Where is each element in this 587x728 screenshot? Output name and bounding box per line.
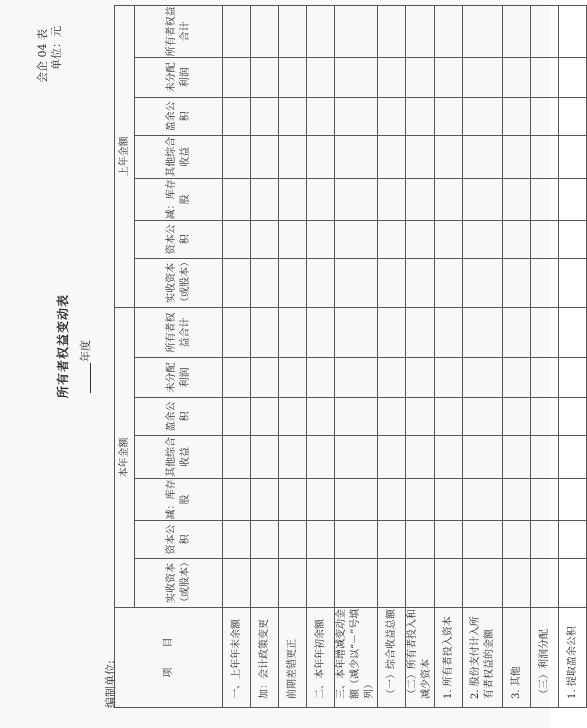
- prior-col-capital-reserve: 资本公积: [135, 220, 223, 258]
- year-blank-line: [78, 363, 91, 393]
- amount-cell[interactable]: [559, 135, 587, 178]
- amount-cell[interactable]: [503, 436, 531, 479]
- amount-cell[interactable]: [531, 307, 559, 357]
- amount-cell[interactable]: [378, 559, 406, 608]
- amount-cell[interactable]: [406, 479, 435, 521]
- amount-cell[interactable]: [406, 135, 435, 178]
- amount-cell[interactable]: [503, 559, 531, 608]
- current-col-paid-in-capital: 实收资本（或股本）: [135, 559, 223, 608]
- amount-cell[interactable]: [307, 436, 335, 479]
- page-title: 所有者权益变动表: [56, 293, 70, 398]
- amount-cell[interactable]: [406, 358, 435, 398]
- amount-cell[interactable]: [559, 258, 587, 307]
- equity-changes-table: [114, 5, 587, 708]
- amount-cell[interactable]: [503, 57, 531, 97]
- year-label: 年度: [79, 340, 92, 362]
- amount-cell[interactable]: [279, 57, 307, 97]
- amount-cell[interactable]: [279, 398, 307, 436]
- amount-cell[interactable]: [307, 307, 335, 357]
- amount-cell[interactable]: [223, 307, 251, 357]
- amount-cell[interactable]: [503, 479, 531, 521]
- amount-cell[interactable]: [406, 5, 435, 57]
- current-col-other-comprehensive-income: 其他综合收益: [135, 436, 223, 479]
- amount-cell[interactable]: [435, 178, 463, 220]
- amount-cell[interactable]: [251, 559, 279, 608]
- amount-cell[interactable]: [335, 559, 378, 608]
- amount-cell[interactable]: [406, 97, 435, 135]
- amount-cell[interactable]: [531, 398, 559, 436]
- amount-cell[interactable]: [531, 479, 559, 521]
- row-label: （一）综合收益总额: [378, 608, 406, 708]
- amount-cell[interactable]: [406, 398, 435, 436]
- amount-cell[interactable]: [251, 5, 279, 57]
- amount-cell[interactable]: [307, 178, 335, 220]
- amount-cell[interactable]: [279, 135, 307, 178]
- amount-cell[interactable]: [559, 358, 587, 398]
- row-label: 2. 股份支付计入所有者权益的金额: [463, 608, 503, 708]
- row-label: 3. 其他: [503, 608, 531, 708]
- current-col-capital-reserve: 资本公积: [135, 521, 223, 559]
- amount-cell[interactable]: [406, 559, 435, 608]
- amount-cell[interactable]: [335, 307, 378, 357]
- prior-col-paid-in-capital: 实收资本（或股本）: [135, 258, 223, 307]
- table-row: [463, 5, 503, 707]
- amount-cell[interactable]: [559, 307, 587, 357]
- amount-cell[interactable]: [531, 97, 559, 135]
- table-row: [335, 5, 378, 707]
- amount-cell[interactable]: [503, 521, 531, 559]
- amount-cell[interactable]: [251, 220, 279, 258]
- amount-cell[interactable]: [463, 479, 503, 521]
- amount-cell[interactable]: [307, 220, 335, 258]
- amount-cell[interactable]: [223, 97, 251, 135]
- amount-cell[interactable]: [435, 436, 463, 479]
- amount-cell[interactable]: [463, 57, 503, 97]
- amount-cell[interactable]: [307, 358, 335, 398]
- table-row: [378, 5, 406, 707]
- amount-cell[interactable]: [378, 358, 406, 398]
- current-col-surplus-reserve: 盈余公积: [135, 398, 223, 436]
- amount-cell[interactable]: [223, 5, 251, 57]
- amount-cell[interactable]: [335, 135, 378, 178]
- amount-cell[interactable]: [503, 307, 531, 357]
- amount-cell[interactable]: [307, 521, 335, 559]
- prior-col-less-treasury-stock: 减：库存股: [135, 178, 223, 220]
- amount-cell[interactable]: [435, 57, 463, 97]
- amount-cell[interactable]: [279, 220, 307, 258]
- amount-cell[interactable]: [406, 436, 435, 479]
- amount-cell[interactable]: [559, 97, 587, 135]
- amount-cell[interactable]: [279, 258, 307, 307]
- amount-cell[interactable]: [378, 521, 406, 559]
- amount-cell[interactable]: [307, 398, 335, 436]
- amount-cell[interactable]: [503, 97, 531, 135]
- form-number: 会企 04 表: [36, 29, 49, 83]
- amount-cell[interactable]: [279, 521, 307, 559]
- amount-cell[interactable]: [531, 258, 559, 307]
- amount-cell[interactable]: [559, 479, 587, 521]
- amount-cell[interactable]: [435, 398, 463, 436]
- amount-cell[interactable]: [251, 436, 279, 479]
- row-label: 1. 所有者投入资本: [435, 608, 463, 708]
- current-col-total-owners-equity: 所有者权益合计: [135, 307, 223, 357]
- amount-cell[interactable]: [223, 178, 251, 220]
- amount-cell[interactable]: [503, 258, 531, 307]
- amount-cell[interactable]: [335, 220, 378, 258]
- amount-cell[interactable]: [335, 178, 378, 220]
- amount-cell[interactable]: [559, 5, 587, 57]
- amount-cell[interactable]: [378, 5, 406, 57]
- row-label: 1. 提取盈余公积: [559, 608, 587, 708]
- amount-cell[interactable]: [531, 559, 559, 608]
- amount-cell[interactable]: [503, 5, 531, 57]
- amount-cell[interactable]: [335, 479, 378, 521]
- amount-cell[interactable]: [251, 135, 279, 178]
- amount-cell[interactable]: [559, 220, 587, 258]
- amount-cell[interactable]: [378, 178, 406, 220]
- amount-cell[interactable]: [251, 398, 279, 436]
- amount-cell[interactable]: [378, 220, 406, 258]
- amount-cell[interactable]: [531, 135, 559, 178]
- amount-cell[interactable]: [378, 398, 406, 436]
- amount-cell[interactable]: [531, 521, 559, 559]
- table-row: [251, 5, 279, 707]
- amount-cell[interactable]: [531, 436, 559, 479]
- amount-cell[interactable]: [378, 307, 406, 357]
- amount-cell[interactable]: [279, 358, 307, 398]
- amount-cell[interactable]: [463, 258, 503, 307]
- amount-cell[interactable]: [223, 436, 251, 479]
- current-col-less-treasury-stock: 减：库存股: [135, 479, 223, 521]
- amount-cell[interactable]: [378, 57, 406, 97]
- amount-cell[interactable]: [435, 479, 463, 521]
- amount-cell[interactable]: [279, 436, 307, 479]
- amount-cell[interactable]: [335, 521, 378, 559]
- amount-cell[interactable]: [559, 559, 587, 608]
- amount-cell[interactable]: [463, 559, 503, 608]
- row-label: 加：会计政策变更: [251, 608, 279, 708]
- row-label: 前期差错更正: [279, 608, 307, 708]
- amount-cell[interactable]: [463, 5, 503, 57]
- row-label: （三）利润分配: [531, 608, 559, 708]
- amount-cell[interactable]: [378, 479, 406, 521]
- row-label: 二、本年年初余额: [307, 608, 335, 708]
- amount-cell[interactable]: [435, 358, 463, 398]
- amount-cell[interactable]: [223, 358, 251, 398]
- amount-cell[interactable]: [251, 358, 279, 398]
- amount-cell[interactable]: [307, 479, 335, 521]
- amount-cell[interactable]: [335, 97, 378, 135]
- amount-cell[interactable]: [335, 258, 378, 307]
- amount-cell[interactable]: [503, 398, 531, 436]
- prior-year-header: 上年金额: [115, 5, 135, 307]
- amount-cell[interactable]: [463, 521, 503, 559]
- amount-cell[interactable]: [279, 479, 307, 521]
- amount-cell[interactable]: [251, 258, 279, 307]
- amount-cell[interactable]: [251, 479, 279, 521]
- table-row: [279, 5, 307, 707]
- amount-cell[interactable]: [335, 57, 378, 97]
- amount-cell[interactable]: [463, 135, 503, 178]
- amount-cell[interactable]: [251, 57, 279, 97]
- amount-cell[interactable]: [307, 97, 335, 135]
- amount-cell[interactable]: [463, 398, 503, 436]
- amount-cell[interactable]: [251, 97, 279, 135]
- amount-cell[interactable]: [279, 5, 307, 57]
- amount-cell[interactable]: [559, 57, 587, 97]
- amount-cell[interactable]: [435, 258, 463, 307]
- amount-cell[interactable]: [406, 220, 435, 258]
- table-row: [406, 5, 435, 707]
- prior-col-total-owners-equity: 所有者权益合计: [135, 5, 223, 57]
- amount-cell[interactable]: [335, 398, 378, 436]
- amount-cell[interactable]: [463, 97, 503, 135]
- amount-cell[interactable]: [503, 220, 531, 258]
- compiler-label: 编制单位:: [104, 660, 117, 708]
- amount-cell[interactable]: [223, 479, 251, 521]
- amount-cell[interactable]: [223, 220, 251, 258]
- amount-cell[interactable]: [463, 178, 503, 220]
- amount-cell[interactable]: [378, 135, 406, 178]
- amount-cell[interactable]: [279, 559, 307, 608]
- amount-cell[interactable]: [307, 258, 335, 307]
- amount-cell[interactable]: [559, 521, 587, 559]
- current-year-header: 本年金额: [115, 307, 135, 607]
- amount-cell[interactable]: [503, 135, 531, 178]
- table-row: [223, 5, 251, 707]
- amount-cell[interactable]: [463, 436, 503, 479]
- amount-cell[interactable]: [503, 358, 531, 398]
- prior-col-undistributed-profit: 未分配利润: [135, 57, 223, 97]
- amount-cell[interactable]: [223, 135, 251, 178]
- amount-cell[interactable]: [463, 220, 503, 258]
- amount-cell[interactable]: [503, 178, 531, 220]
- amount-cell[interactable]: [435, 220, 463, 258]
- equity-changes-table-wrap: [114, 6, 578, 708]
- amount-cell[interactable]: [406, 521, 435, 559]
- amount-cell[interactable]: [307, 135, 335, 178]
- amount-cell[interactable]: [559, 398, 587, 436]
- amount-cell[interactable]: [251, 307, 279, 357]
- unit-label: 单位：元: [50, 26, 63, 70]
- amount-cell[interactable]: [307, 559, 335, 608]
- prior-col-other-comprehensive-income: 其他综合收益: [135, 135, 223, 178]
- table-row: [307, 5, 335, 707]
- table-row: [435, 5, 463, 707]
- amount-cell[interactable]: [223, 559, 251, 608]
- amount-cell[interactable]: [406, 57, 435, 97]
- amount-cell[interactable]: [307, 57, 335, 97]
- amount-cell[interactable]: [435, 521, 463, 559]
- amount-cell[interactable]: [559, 178, 587, 220]
- amount-cell[interactable]: [279, 307, 307, 357]
- amount-cell[interactable]: [223, 57, 251, 97]
- amount-cell[interactable]: [378, 436, 406, 479]
- amount-cell[interactable]: [531, 220, 559, 258]
- amount-cell[interactable]: [406, 178, 435, 220]
- amount-cell[interactable]: [531, 358, 559, 398]
- table-row: [503, 5, 531, 707]
- prior-col-surplus-reserve: 盈余公积: [135, 97, 223, 135]
- table-row: [559, 5, 587, 707]
- amount-cell[interactable]: [223, 398, 251, 436]
- table-row: [531, 5, 559, 707]
- current-col-undistributed-profit: 未分配利润: [135, 358, 223, 398]
- amount-cell[interactable]: [251, 521, 279, 559]
- amount-cell[interactable]: [531, 178, 559, 220]
- amount-cell[interactable]: [279, 178, 307, 220]
- amount-cell[interactable]: [378, 97, 406, 135]
- amount-cell[interactable]: [435, 5, 463, 57]
- amount-cell[interactable]: [531, 57, 559, 97]
- row-label: 一、上年年末余额: [223, 608, 251, 708]
- amount-cell[interactable]: [335, 436, 378, 479]
- amount-cell[interactable]: [378, 258, 406, 307]
- amount-cell[interactable]: [251, 178, 279, 220]
- row-label: （二）所有者投入和减少资本: [406, 608, 435, 708]
- item-header: 项 目: [115, 608, 223, 708]
- amount-cell[interactable]: [531, 5, 559, 57]
- row-label: 三、本年增减变动金额（减少以“－”号填列）: [335, 608, 378, 708]
- amount-cell[interactable]: [223, 258, 251, 307]
- amount-cell[interactable]: [435, 97, 463, 135]
- amount-cell[interactable]: [435, 135, 463, 178]
- amount-cell[interactable]: [223, 521, 251, 559]
- amount-cell[interactable]: [335, 358, 378, 398]
- amount-cell[interactable]: [279, 97, 307, 135]
- amount-cell[interactable]: [559, 436, 587, 479]
- amount-cell[interactable]: [307, 5, 335, 57]
- amount-cell[interactable]: [335, 5, 378, 57]
- amount-cell[interactable]: [406, 307, 435, 357]
- amount-cell[interactable]: [406, 258, 435, 307]
- amount-cell[interactable]: [463, 307, 503, 357]
- amount-cell[interactable]: [435, 559, 463, 608]
- amount-cell[interactable]: [463, 358, 503, 398]
- amount-cell[interactable]: [435, 307, 463, 357]
